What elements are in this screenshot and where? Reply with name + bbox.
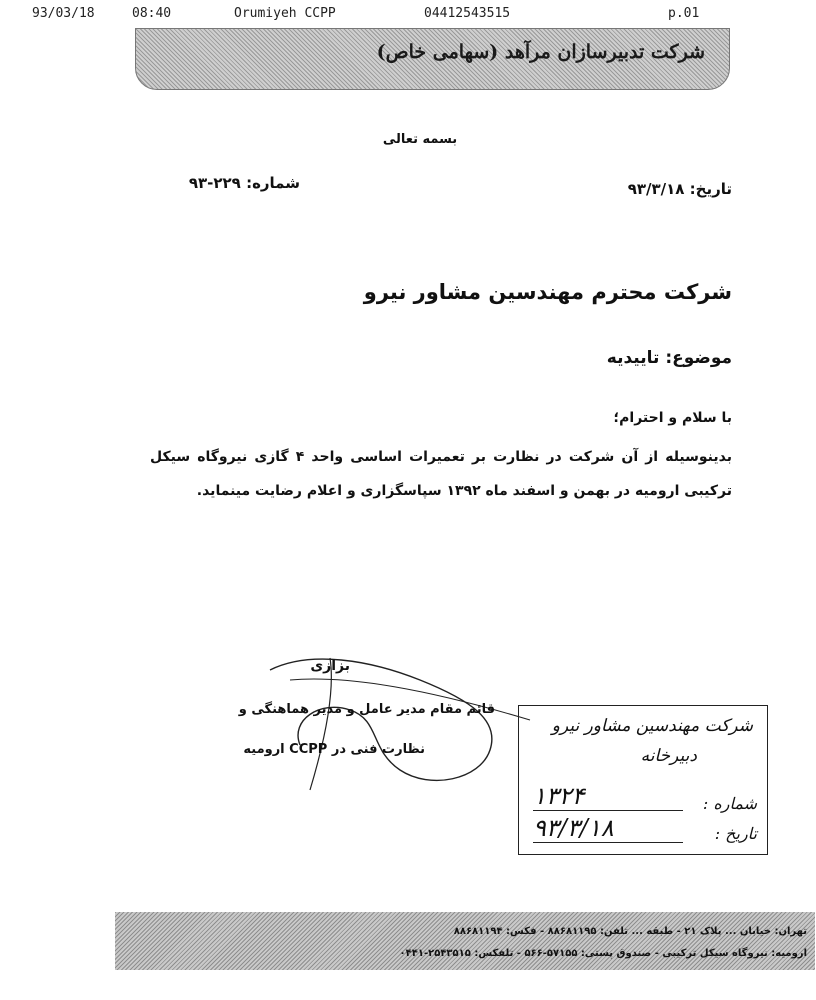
footer-line1: تهران: خیابان ... پلاک ۲۱ - طبقه ... تلفن: ۸۸۶۸۱۱۹۵ - فکس: ۸۸۶۸۱۱۹۴: [453, 926, 807, 937]
stamp-company: شرکت مهندسین مشاور نیرو: [551, 716, 753, 736]
stamp-date-label: تاریخ :: [714, 824, 757, 843]
fax-sender: Orumiyeh CCPP: [234, 6, 336, 21]
stamp-number-value: ۱۳۲۴: [533, 782, 683, 811]
signatory-name: بزازی: [310, 658, 350, 674]
letter-invocation: بسمه تعالی: [382, 132, 458, 147]
stamp-number-label: شماره :: [702, 794, 757, 813]
letter-subject: موضوع: تاییدیه: [606, 348, 732, 368]
receipt-stamp: [518, 705, 768, 855]
fax-header: [0, 6, 816, 28]
letter-number: شماره: ۲۲۹-۹۳: [188, 174, 300, 192]
letter-addressee: شرکت محترم مهندسین مشاور نیرو: [363, 280, 732, 304]
footer-line2: ارومیه: نیروگاه سیکل ترکیبی - صندوق پستی: ۵۷۱۵۵-۵۶۶ - تلفکس: ۲۵۴۳۵۱۵-۰۴۴۱: [399, 948, 807, 959]
signatory-title-line1: قائم مقام مدیر عامل و مدیر هماهنگی و: [238, 702, 495, 717]
signature-scribble: [230, 650, 560, 810]
letter-date: تاریخ: ۹۳/۳/۱۸: [627, 180, 732, 198]
fax-time: 08:40: [132, 6, 172, 21]
fax-phone: 04412543515: [424, 6, 511, 21]
letterhead-banner: [135, 28, 730, 90]
letterhead-company: شرکت تدبیرسازان مرآهد (سهامی خاص): [376, 41, 705, 63]
letter-body: بدینوسیله از آن شرکت در نظارت بر تعمیرات اساسی واحد ۴ گازی نیروگاه سیکل ترکیبی ارومیه در بهمن و اسفند ماه ۱۳۹۲ سپاسگزاری و اعلام رضایت مینماید.: [150, 449, 732, 499]
stamp-date-value: ۹۳/۳/۱۸: [533, 814, 683, 843]
fax-page: p.01: [668, 6, 700, 21]
footer-address-band: [115, 912, 815, 970]
letter-salutation: با سلام و احترام؛: [613, 410, 732, 426]
fax-date: 93/03/18: [32, 6, 95, 21]
signatory-title-line2: نظارت فنی در CCPP ارومیه: [243, 742, 425, 757]
stamp-secretariat: دبیرخانه: [640, 746, 697, 766]
